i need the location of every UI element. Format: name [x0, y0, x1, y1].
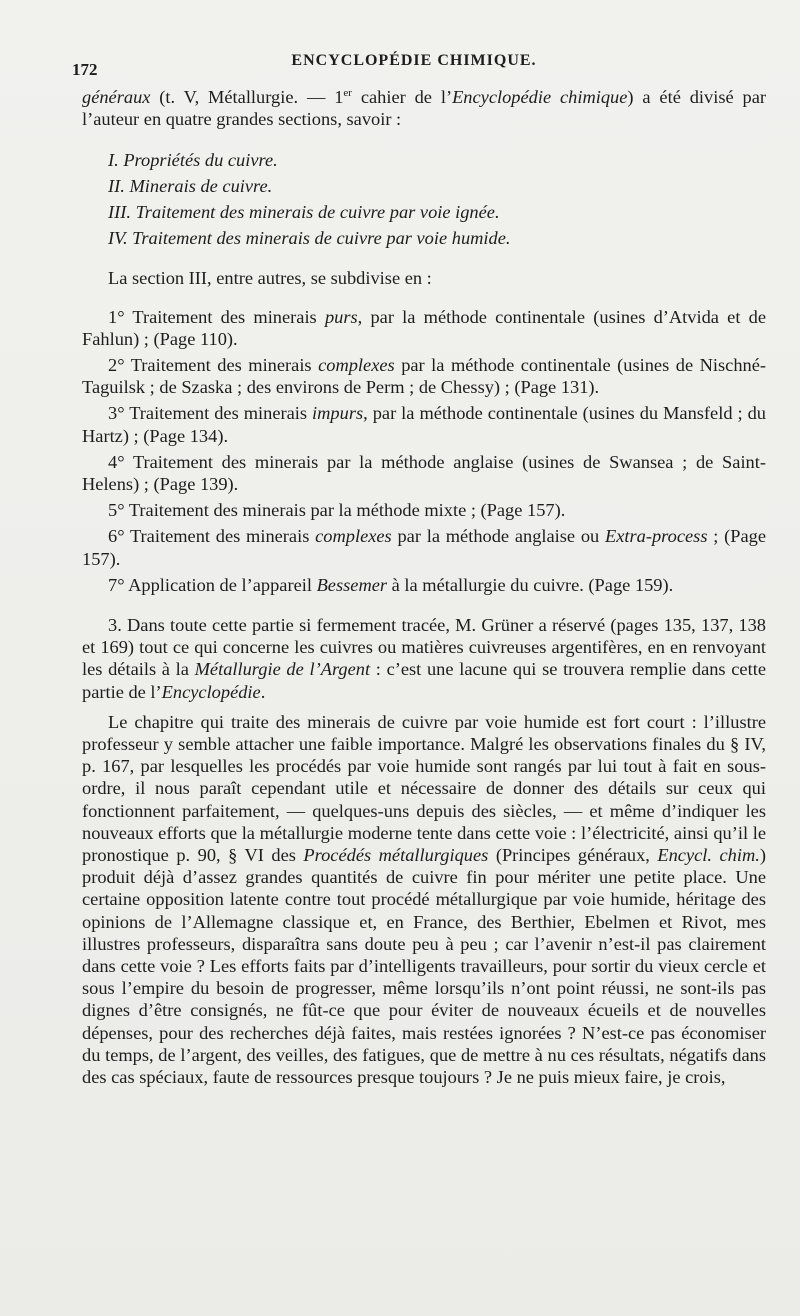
section-list — [82, 149, 766, 250]
item-italic: complexes — [318, 354, 395, 375]
section-item — [82, 149, 766, 171]
item-italic: complexes — [315, 526, 392, 547]
page-number: 172 — [72, 60, 98, 79]
item-text: par la méthode anglaise ou — [391, 526, 605, 547]
page-header — [72, 52, 756, 79]
item-text: , par la méthode continentale (usines du Mansfeld ; du Hartz) ; (Page 134). — [82, 403, 766, 446]
subdivision-item: 5° Traitement des minerais par la méthode mixte ; (Page 157). — [108, 500, 566, 521]
para-text: 3. Dans toute cette partie si fermement tracée, M. Grüner a réservé (pages 135, 137, 138 et 169) tout ce qui concerne les cuivres ou matières cuivreuses argentifères, en en renvoyant les détails à la — [82, 614, 766, 680]
para-italic: Encycl. chim. — [657, 845, 760, 866]
item-text: 2° Traitement des minerais — [108, 354, 319, 375]
para-italic: Encyclopédie — [161, 681, 261, 702]
section-item — [82, 227, 766, 249]
item-text: 6° Traitement des minerais — [108, 526, 316, 547]
intro-italic-title: Encyclopédie chimique — [452, 87, 628, 108]
subdivision-item — [82, 525, 766, 569]
para-italic: Métallurgie de l’Argent — [194, 659, 371, 680]
intro-text: ) a été divisé par l’auteur en quatre grandes sections, savoir : — [82, 87, 766, 130]
intro-paragraph — [82, 82, 766, 131]
intro-text: (t. V, Métallurgie. — 1 — [150, 87, 344, 108]
paragraph-4 — [82, 711, 766, 1088]
intro-italic-word: généraux — [82, 87, 151, 108]
page-body — [82, 82, 766, 1088]
item-italic: purs — [324, 306, 358, 327]
para-text: : c’est une lacune qui se trouvera remplie dans cette partie de l’ — [82, 659, 766, 702]
item-text: par la méthode continentale (usines de Nischné-Taguilsk ; de Szaska ; des environs de Perm ; de Chessy) ; (Page 131). — [82, 354, 766, 398]
item-italic: Extra-process — [605, 526, 708, 547]
para-text: . — [260, 681, 266, 702]
para-italic: Procédés métallurgiques — [303, 845, 489, 866]
paragraph-3 — [82, 614, 766, 703]
subdivision-item: 4° Traitement des minerais par la méthode anglaise (usines de Swansea ; de Saint-Helens) ; (Page 139). — [82, 451, 766, 494]
item-text: à la métallurgie du cuivre. (Page 159). — [387, 574, 674, 595]
item-text: 7° Application de l’appareil — [108, 574, 317, 595]
item-text: 3° Traitement des minerais — [108, 403, 313, 424]
subdivision-item — [82, 354, 766, 398]
subdivision-item — [82, 574, 766, 596]
section-title: II. Minerais de cuivre. — [108, 175, 273, 196]
subdivision-list — [82, 306, 766, 596]
intro-superscript: er — [343, 87, 352, 99]
section-title: IV. Traitement des minerais de cuivre par voie humide. — [108, 228, 511, 249]
item-text: ; (Page 157). — [82, 526, 766, 569]
subdivision-item — [82, 402, 766, 446]
running-title: ENCYCLOPÉDIE CHIMIQUE. — [291, 52, 537, 69]
subdivision-item — [82, 306, 766, 350]
para-text: Le chapitre qui traite des minerais de cuivre par voie humide est fort court : l’illustre professeur y semble attacher une faible importance. Malgré les observations finales du § IV, p. 167, par lesquelles les procédés par voie humide sont rangés par lui tout à fait en sous-ordre, il nous paraît cependant utile et nécessaire de donner des détails sur ceux qui fonctionnent parfaitement, — quelques-uns depuis des siècles, — et même d’indiquer les nouveaux efforts que la métallurgie moderne tente dans cette voie : l’électricité, ainsi qu’il le pronostique p. 90, § VI des — [82, 711, 766, 866]
intro-text: cahier de l’ — [351, 87, 453, 108]
para-text: (Principes généraux, — [488, 845, 658, 866]
section-item — [82, 201, 766, 223]
subdivision-intro: La section III, entre autres, se subdivise en : — [108, 268, 432, 289]
section-title: I. Propriétés du cuivre. — [108, 149, 278, 170]
section-item — [82, 175, 766, 197]
para-text: ) produit déjà d’assez grandes quantités de cuivre fin pour mériter une petite place. Une certaine opposition latente contre tout procédé métallurgique par voie humide, héritage des opinions de l’Allemagne classique et, en France, des Berthier, Ebelmen et Rivot, mes illustres professeurs, disparaîtra sans doute peu à peu ; car l’avenir n’est-il pas clairement dans cette voie ? Les efforts faits par d’intelligents travailleurs, pour sortir du vieux cercle et sous l’empire du besoin de progresser, même lorsqu’ils n’ont point réussi, ne sont-ils pas dignes d’être consignés, ne fût-ce que pour éviter de nouveaux écueils et de nouvelles dépenses, pour des recherches déjà faites, mais restées ignorées ? N’est-ce pas économiser du temps, de l’argent, des veilles, des fatigues, que de mettre à nu ces résultats, négatifs dans des cas spéciaux, faute de ressources presque toujours ? Je ne puis mieux faire, je crois, — [82, 845, 766, 1088]
item-italic: Bessemer — [316, 574, 388, 595]
item-italic: impurs — [312, 403, 364, 424]
section-title: III. Traitement des minerais de cuivre par voie ignée. — [108, 201, 500, 222]
item-text: 1° Traitement des minerais — [108, 306, 325, 327]
item-text: , par la méthode continentale (usines d’Atvida et de Fahlun) ; (Page 110). — [82, 306, 766, 349]
